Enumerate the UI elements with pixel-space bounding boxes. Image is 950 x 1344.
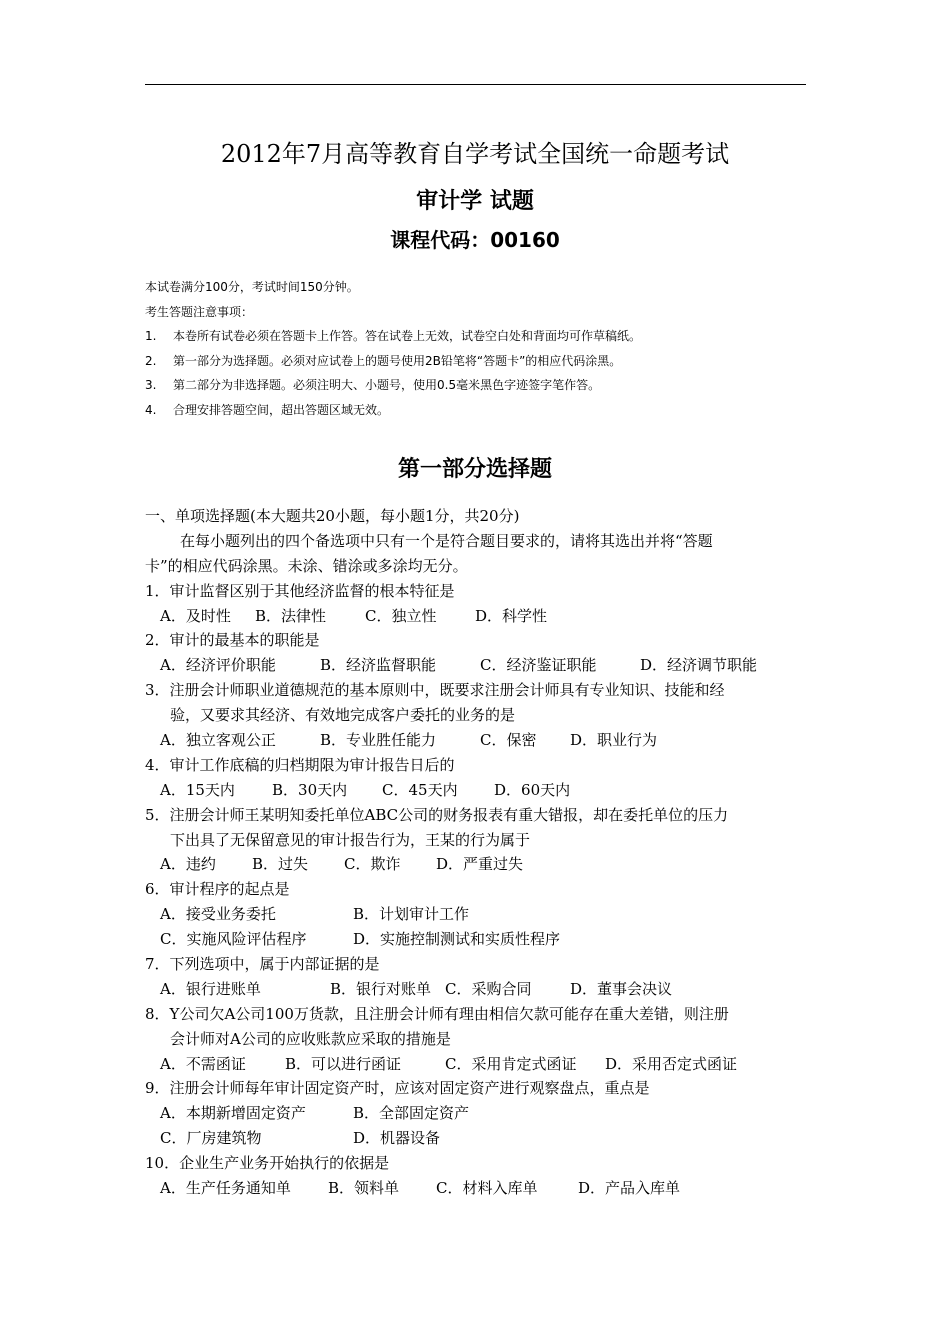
option: B．经济监督职能 [320,656,437,675]
option: C．经济鉴证职能 [480,656,597,675]
option: C．厂房建筑物 [160,1129,262,1148]
option: D．严重过失 [436,855,524,874]
course-code: 课程代码：00160 [390,228,560,252]
question-stem: 7．下列选项中，属于内部证据的是 [145,955,380,974]
exam-title: 2012年7月高等教育自学考试全国统一命题考试 [220,140,730,168]
question-stem: 5．注册会计师王某明知委托单位ABC公司的财务报表有重大错报，却在委托单位的压力 [145,805,729,824]
option: A．独立客观公正 [160,731,276,750]
option: A．15天内 [160,780,235,799]
option: B．银行对账单 [330,979,432,998]
option-row [145,1126,807,1151]
option: A．不需函证 [160,1054,246,1073]
option: A．银行进账单 [160,979,261,998]
question-stem: 下出具了无保留意见的审计报告行为，王某的行为属于 [170,830,531,849]
notes-item: 1. 本卷所有试卷必须在答题卡上作答。答在试卷上无效，试卷空白处和背面均可作草稿纸。 [145,329,642,343]
option: B．全部固定资产 [353,1104,470,1123]
option-row [145,653,807,678]
exam-notes [145,275,805,422]
option: B．30天内 [272,780,348,799]
option: C．材料入库单 [436,1179,538,1198]
option: B．领料单 [328,1179,400,1198]
option: D．经济调节职能 [640,656,758,675]
question-stem: 1．审计监督区别于其他经济监督的根本特征是 [145,581,455,600]
option: A．违约 [160,855,216,874]
instruction-line: 卡”的相应代码涂黑。未涂、错涂或多涂均无分。 [145,556,468,575]
option: B．法律性 [255,606,327,625]
option: B．过失 [252,855,309,874]
option-row [145,604,807,629]
option: D．董事会决议 [570,979,673,998]
notes-item: 2. 第一部分为选择题。必须对应试卷上的题号使用2B铅笔将“答题卡”的相应代码涂黑。 [145,353,622,368]
option: C．实施风险评估程序 [160,930,307,949]
option-row [145,778,807,803]
option: A．生产任务通知单 [160,1179,291,1198]
notes-item: 4. 合理安排答题空间，超出答题区域无效。 [145,402,390,417]
question-stem: 验，又要求其经济、有效地完成客户委托的业务的是 [170,706,516,725]
option-row [145,1052,807,1077]
question-stem: 4．审计工作底稿的归档期限为审计报告日后的 [145,755,455,774]
option-row [145,1176,807,1201]
option: D．实施控制测试和实质性程序 [353,930,561,949]
option-row [145,977,807,1002]
notes-score-time: 本试卷满分100分，考试时间150分钟。 [145,280,359,294]
option: D．采用否定式函证 [605,1054,738,1073]
option: A．接受业务委托 [160,905,276,924]
top-rule [145,84,806,85]
option: B．计划审计工作 [353,905,470,924]
question-stem: 10．企业生产业务开始执行的依据是 [145,1154,390,1173]
option: A．本期新增固定资产 [160,1104,306,1123]
option-row [145,927,807,952]
section-title: 第一部分选择题 [397,457,552,482]
option: D．机器设备 [353,1129,441,1148]
notes-heading: 考生答题注意事项： [145,304,254,319]
question-body [145,504,807,1201]
question-stem: 9．注册会计师每年审计固定资产时，应该对固定资产进行观察盘点，重点是 [145,1079,650,1098]
option: C．45天内 [382,780,458,799]
question-stem: 6．审计程序的起点是 [145,880,290,899]
option: C．欺诈 [344,855,401,874]
option: C．采购合同 [445,979,532,998]
option: D．产品入库单 [578,1179,681,1198]
option: B．可以进行函证 [285,1054,402,1073]
notes-item: 3. 第二部分为非选择题。必须注明大、小题号，使用0.5毫米黑色字迹签字笔作答。 [145,378,601,392]
option: B．专业胜任能力 [320,731,437,750]
option: D．60天内 [494,780,571,799]
option: C．独立性 [365,606,437,625]
section-heading: 一、单项选择题(本大题共20小题，每小题1分，共20分) [145,507,520,525]
question-stem: 会计师对A公司的应收账款应采取的措施是 [170,1029,451,1048]
option: C．保密 [480,731,537,750]
instruction-line: 在每小题列出的四个备选项中只有一个是符合题目要求的，请将其选出并将“答题 [180,531,713,550]
option: A．经济评价职能 [160,656,276,675]
option: C．采用肯定式函证 [445,1054,577,1073]
option-row [145,852,807,877]
option: D．职业行为 [570,731,658,750]
subject-title: 审计学 试题 [416,189,534,214]
question-stem: 3．注册会计师职业道德规范的基本原则中，既要求注册会计师具有专业知识、技能和经 [145,681,725,700]
option-row [145,902,807,927]
question-stem: 8．Y公司欠A公司100万货款，且注册会计师有理由相信欠款可能存在重大差错，则注册 [145,1004,729,1023]
option-row [145,728,807,753]
option-row [145,1101,807,1126]
option: D．科学性 [475,606,548,625]
option: A．及时性 [160,606,231,625]
question-stem: 2．审计的最基本的职能是 [145,631,320,650]
